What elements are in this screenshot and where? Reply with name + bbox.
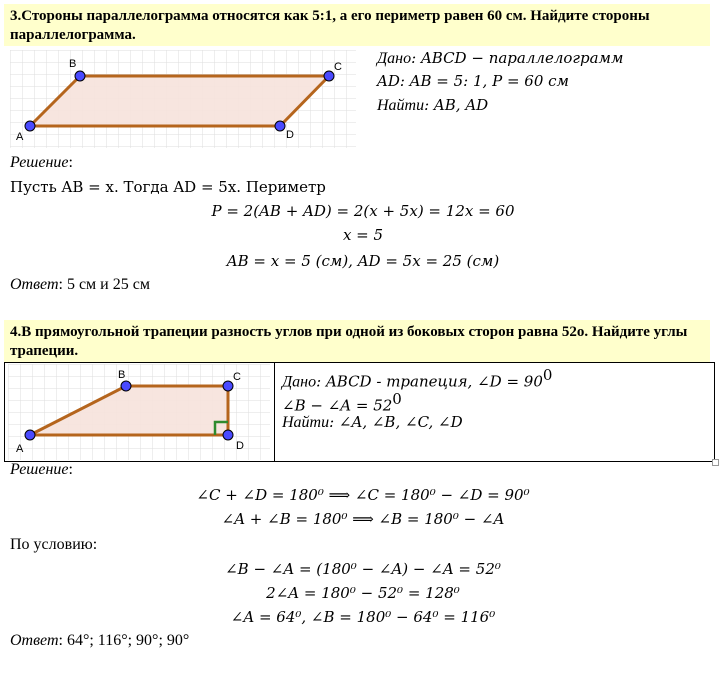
problem3-given <box>377 47 623 70</box>
vertex-b <box>75 71 85 81</box>
problem4-solution-heading <box>10 459 73 481</box>
problem4-eq1: ∠C + ∠D = 180⁰ ⟹ ∠C = 180⁰ − ∠D = 90⁰ <box>196 486 530 504</box>
solution-colon: : <box>68 154 73 171</box>
label-d: D <box>286 129 294 141</box>
label-d: D <box>236 440 244 452</box>
label-c: C <box>334 61 342 73</box>
answer-label: Ответ <box>10 632 59 649</box>
answer-text: : 64°; 116°; 90°; 90° <box>58 632 190 649</box>
find-text: : ∠A, ∠B, ∠C, ∠D <box>329 413 463 431</box>
find-text: : AB, AD <box>424 96 489 114</box>
problem4-condition: По условию: <box>10 536 98 553</box>
vertex-c <box>324 71 334 81</box>
label-a: A <box>16 443 24 455</box>
problem4-eq5: ∠A = 64⁰, ∠B = 180⁰ − 64⁰ = 116⁰ <box>230 608 496 626</box>
problem3-solution-heading <box>10 152 73 174</box>
label-b: B <box>69 58 77 70</box>
problem4-figure <box>8 364 270 460</box>
given-line2-sup: 0 <box>392 390 402 408</box>
vertex-d <box>275 121 285 131</box>
given-sup: 0 <box>542 366 553 384</box>
problem3-eq3: AB = x = 5 (см), AD = 5x = 25 (см) <box>226 252 500 270</box>
given-text: : ABCD − параллелограмм <box>411 49 624 67</box>
problem4-eq3: ∠B − ∠A = (180⁰ − ∠A) − ∠A = 52⁰ <box>225 560 501 578</box>
given-text: : ABCD - трапеция, ∠D = 90 <box>316 372 543 391</box>
problem4-eq4: 2∠A = 180⁰ − 52⁰ = 128⁰ <box>266 584 460 602</box>
solution-label: Решение <box>10 154 69 171</box>
parallelogram-shape <box>30 76 329 126</box>
problem4-eq2: ∠A + ∠B = 180⁰ ⟹ ∠B = 180⁰ − ∠A <box>221 510 505 528</box>
problem3-figure <box>10 50 356 148</box>
vertex-d <box>223 430 233 440</box>
label-a: A <box>16 131 24 143</box>
find-label: Найти <box>282 414 330 431</box>
vertex-c <box>223 381 233 391</box>
problem4-title: 4.В прямоугольной трапеции разность углов при одной из боковых сторон равна 52о. Найдите углы трапеции. <box>4 320 710 362</box>
answer-label: Ответ <box>10 276 59 293</box>
solution-label: Решение <box>10 461 69 478</box>
label-b: B <box>118 369 126 381</box>
problem4-answer <box>10 630 189 652</box>
problem3-find <box>377 94 488 117</box>
given-line2: ∠B − ∠A = 52 <box>282 396 393 415</box>
problem4-find <box>282 411 463 434</box>
vertex-a <box>25 121 35 131</box>
given-label: Дано <box>377 50 412 67</box>
table-corner-handle <box>712 459 719 466</box>
problem4-table-divider <box>274 362 275 462</box>
answer-text: : 5 см и 25 см <box>58 276 150 293</box>
given-label: Дано <box>282 373 317 391</box>
problem3-line1: Пусть AB = x. Тогда AD = 5x. Периметр <box>10 178 326 196</box>
problem3-given-ratio: AD: AB = 5: 1, P = 60 см <box>377 72 569 90</box>
find-label: Найти <box>377 97 425 114</box>
problem3-eq1: P = 2(AB + AD) = 2(x + 5x) = 12x = 60 <box>211 202 515 220</box>
vertex-a <box>25 430 35 440</box>
problem3-eq2: x = 5 <box>342 226 384 244</box>
problem3-title: 3.Стороны параллелограмма относятся как 5:1, а его периметр равен 60 см. Найдите стороны параллелограмма. <box>4 4 710 46</box>
vertex-b <box>121 381 131 391</box>
solution-colon: : <box>68 461 73 478</box>
problem3-answer <box>10 274 150 296</box>
label-c: C <box>233 371 241 383</box>
